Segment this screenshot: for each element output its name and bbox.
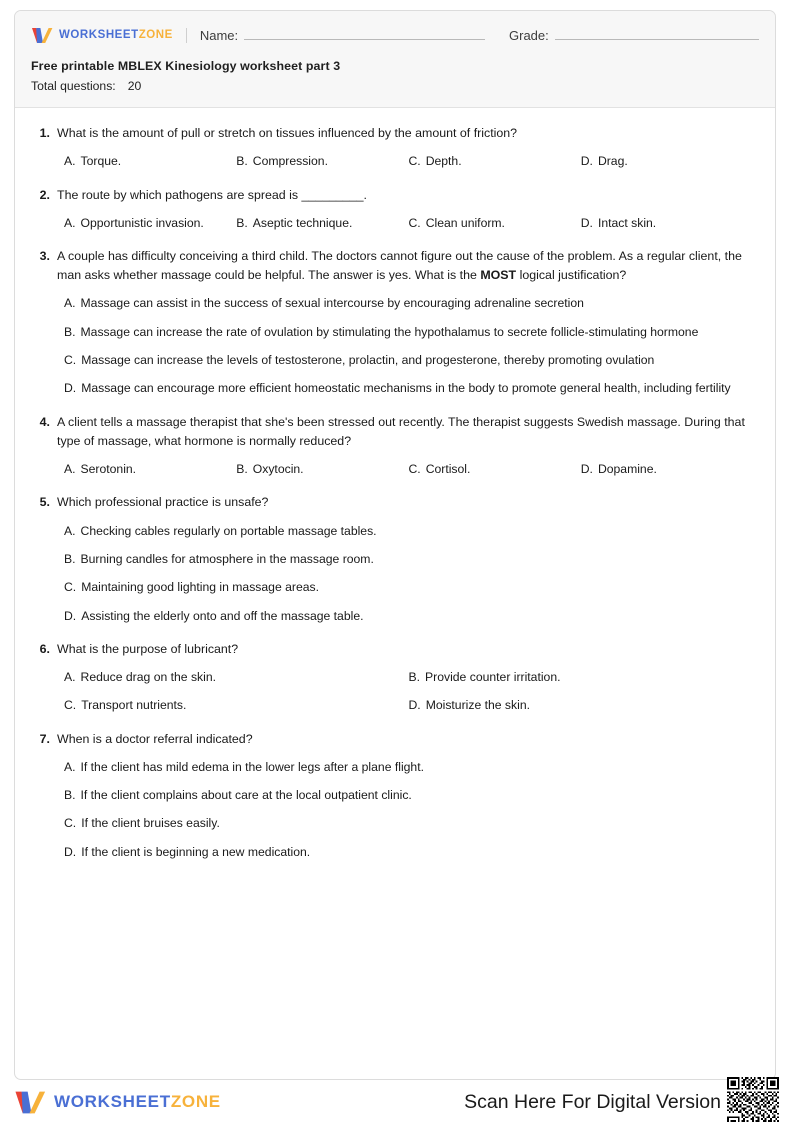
question-number: 7. — [39, 731, 50, 746]
question-text: The route by which pathogens are spread is _________. — [57, 187, 367, 202]
option-text: Aseptic technique. — [252, 215, 353, 230]
option-choice[interactable] — [409, 460, 581, 478]
option-choice[interactable] — [64, 460, 236, 478]
option-text: Moisturize the skin. — [425, 698, 530, 713]
option-choice[interactable] — [64, 351, 753, 369]
header-logo-text — [59, 29, 173, 41]
question-options — [37, 460, 753, 478]
question-header — [37, 124, 753, 143]
question-number: 2. — [39, 187, 50, 202]
question-text: Which professional practice is unsafe? — [57, 495, 269, 510]
option-text: Checking cables regularly on portable massage tables. — [80, 523, 377, 538]
question-item — [37, 493, 753, 624]
header-logo-text-worksheet: WORKSHEET — [59, 29, 139, 41]
worksheet-title-block — [31, 59, 759, 93]
option-letter: C. — [408, 462, 421, 477]
worksheet-zone-logo-icon — [31, 27, 53, 44]
question-options — [37, 668, 753, 715]
total-questions — [31, 79, 759, 93]
question-options — [37, 294, 753, 397]
grade-label: Grade: — [509, 28, 549, 43]
header-identity-row — [31, 23, 759, 47]
option-letter: C. — [408, 215, 421, 230]
option-letter: C. — [408, 154, 421, 169]
grade-input-line[interactable] — [555, 27, 759, 40]
option-text: Compression. — [252, 154, 328, 169]
option-choice[interactable] — [409, 152, 581, 170]
option-choice[interactable] — [64, 294, 753, 312]
total-questions-label: Total questions: — [31, 79, 116, 93]
question-text: What is the purpose of lubricant? — [57, 641, 239, 656]
qr-code-icon[interactable] — [727, 1077, 779, 1122]
option-letter: C. — [64, 816, 77, 831]
question-item — [37, 413, 753, 479]
option-letter: D. — [64, 608, 77, 623]
question-item — [37, 186, 753, 233]
question-number: 5. — [39, 495, 50, 510]
option-letter: A. — [64, 759, 76, 774]
option-choice[interactable] — [64, 843, 753, 861]
worksheet-header — [15, 11, 775, 108]
option-letter: A. — [64, 523, 76, 538]
option-choice[interactable] — [64, 814, 753, 832]
option-choice[interactable] — [64, 214, 236, 232]
total-questions-value: 20 — [127, 79, 142, 93]
option-text: If the client bruises easily. — [81, 816, 220, 831]
question-number: 3. — [39, 249, 50, 264]
question-header — [37, 413, 753, 451]
option-choice[interactable] — [409, 668, 754, 686]
option-choice[interactable] — [64, 607, 753, 625]
option-letter: C. — [64, 353, 77, 368]
option-choice[interactable] — [64, 758, 753, 776]
question-number: 6. — [39, 641, 50, 656]
worksheet-zone-logo-icon — [14, 1090, 46, 1115]
question-number: 4. — [39, 414, 50, 429]
option-text: Intact skin. — [597, 215, 657, 230]
option-text: Serotonin. — [80, 462, 137, 477]
option-text: Assisting the elderly onto and off the massage table. — [81, 608, 364, 623]
option-letter: A. — [64, 670, 76, 685]
option-letter: D. — [580, 462, 593, 477]
option-letter: A. — [64, 462, 76, 477]
question-header — [37, 247, 753, 285]
option-text: Torque. — [80, 154, 122, 169]
option-text: If the client is beginning a new medication. — [81, 844, 311, 859]
question-text: A client tells a massage therapist that she's been stressed out recently. The therapist suggests Swedish massage. During that type of massage, what hormone is normally reduced? — [57, 414, 745, 448]
option-choice[interactable] — [64, 522, 753, 540]
option-text: If the client has mild edema in the lower legs after a plane flight. — [80, 759, 424, 774]
question-options — [37, 522, 753, 625]
option-choice[interactable] — [64, 668, 409, 686]
question-number: 1. — [39, 126, 50, 140]
header-logo — [31, 27, 173, 44]
option-choice[interactable] — [64, 379, 753, 397]
option-choice[interactable] — [581, 152, 753, 170]
worksheet-footer — [0, 1082, 793, 1122]
option-choice[interactable] — [64, 696, 409, 714]
option-letter: B. — [64, 788, 76, 803]
header-logo-text-zone: ZONE — [138, 29, 173, 41]
option-text: Dopamine. — [597, 462, 657, 477]
option-letter: B. — [236, 215, 248, 230]
option-text: Massage can encourage more efficient homeostatic mechanisms in the body to promote general health, including fertility — [81, 381, 731, 396]
option-letter: B. — [64, 551, 76, 566]
option-choice[interactable] — [64, 578, 753, 596]
option-choice[interactable] — [64, 786, 753, 804]
option-text: Reduce drag on the skin. — [80, 670, 217, 685]
option-letter: D. — [64, 381, 77, 396]
name-field[interactable] — [200, 27, 485, 43]
question-header — [37, 186, 753, 205]
option-text: Burning candles for atmosphere in the massage room. — [80, 551, 374, 566]
option-text: Provide counter irritation. — [425, 670, 561, 685]
option-choice[interactable] — [236, 152, 408, 170]
option-letter: A. — [64, 296, 76, 311]
questions-body — [15, 108, 775, 886]
question-options — [37, 152, 753, 170]
option-text: Clean uniform. — [425, 215, 505, 230]
option-letter: B. — [236, 154, 248, 169]
header-divider — [186, 28, 187, 43]
footer-logo-text — [54, 1092, 221, 1112]
question-options — [37, 758, 753, 861]
option-letter: B. — [64, 324, 76, 339]
footer-logo-text-zone: ZONE — [170, 1092, 221, 1111]
option-letter: B. — [236, 462, 248, 477]
option-text: Transport nutrients. — [81, 698, 187, 713]
question-options — [37, 214, 753, 232]
question-text: A couple has difficulty conceiving a third child. The doctors cannot figure out the cause of the problem. As a regular client, the man asks whether massage could be helpful. The answer is yes. What is the MOST logical justification? — [57, 249, 742, 283]
option-letter: C. — [64, 580, 77, 595]
scan-prompt-text: Scan Here For Digital Version — [464, 1090, 721, 1113]
option-choice[interactable] — [64, 323, 753, 341]
question-header — [37, 493, 753, 512]
option-letter: C. — [64, 698, 77, 713]
option-text: Massage can increase the levels of testosterone, prolactin, and progesterone, thereby promoting ovulation — [81, 353, 655, 368]
worksheet-title: Free printable MBLEX Kinesiology worksheet part 3 — [31, 59, 341, 73]
option-text: Opportunistic invasion. — [80, 215, 204, 230]
footer-logo-text-worksheet: WORKSHEET — [54, 1092, 171, 1111]
option-choice[interactable] — [581, 460, 753, 478]
option-letter: D. — [64, 844, 77, 859]
option-choice[interactable] — [581, 214, 753, 232]
footer-logo — [14, 1090, 221, 1115]
option-text: Maintaining good lighting in massage areas. — [81, 580, 319, 595]
option-choice[interactable] — [409, 696, 754, 714]
question-text: When is a doctor referral indicated? — [57, 731, 253, 746]
worksheet-sheet — [14, 10, 776, 1080]
question-text: What is the amount of pull or stretch on tissues influenced by the amount of friction? — [57, 126, 518, 140]
option-choice[interactable] — [236, 214, 408, 232]
option-text: Massage can increase the rate of ovulation by stimulating the hypothalamus to secrete follicle-stimulating hormone — [80, 324, 699, 339]
name-input-line[interactable] — [244, 27, 485, 40]
option-choice[interactable] — [64, 152, 236, 170]
option-letter: A. — [64, 154, 76, 169]
option-letter: B. — [408, 670, 421, 685]
question-item — [37, 124, 753, 171]
question-item — [37, 730, 753, 861]
option-letter: A. — [64, 215, 76, 230]
question-header — [37, 640, 753, 659]
question-item — [37, 640, 753, 715]
option-choice[interactable] — [236, 460, 408, 478]
option-choice[interactable] — [64, 550, 753, 568]
option-letter: D. — [408, 698, 421, 713]
option-text: Cortisol. — [425, 462, 471, 477]
name-label: Name: — [199, 28, 239, 43]
option-text: Depth. — [425, 154, 462, 169]
option-letter: D. — [580, 215, 593, 230]
option-text: Oxytocin. — [252, 462, 304, 477]
option-text: Massage can assist in the success of sexual intercourse by encouraging adrenaline secretion — [80, 296, 584, 311]
option-text: Drag. — [597, 154, 628, 169]
grade-field[interactable] — [509, 27, 759, 43]
option-choice[interactable] — [409, 214, 581, 232]
option-text: If the client complains about care at the local outpatient clinic. — [80, 788, 412, 803]
option-letter: D. — [580, 154, 593, 169]
question-header — [37, 730, 753, 749]
question-item — [37, 247, 753, 398]
